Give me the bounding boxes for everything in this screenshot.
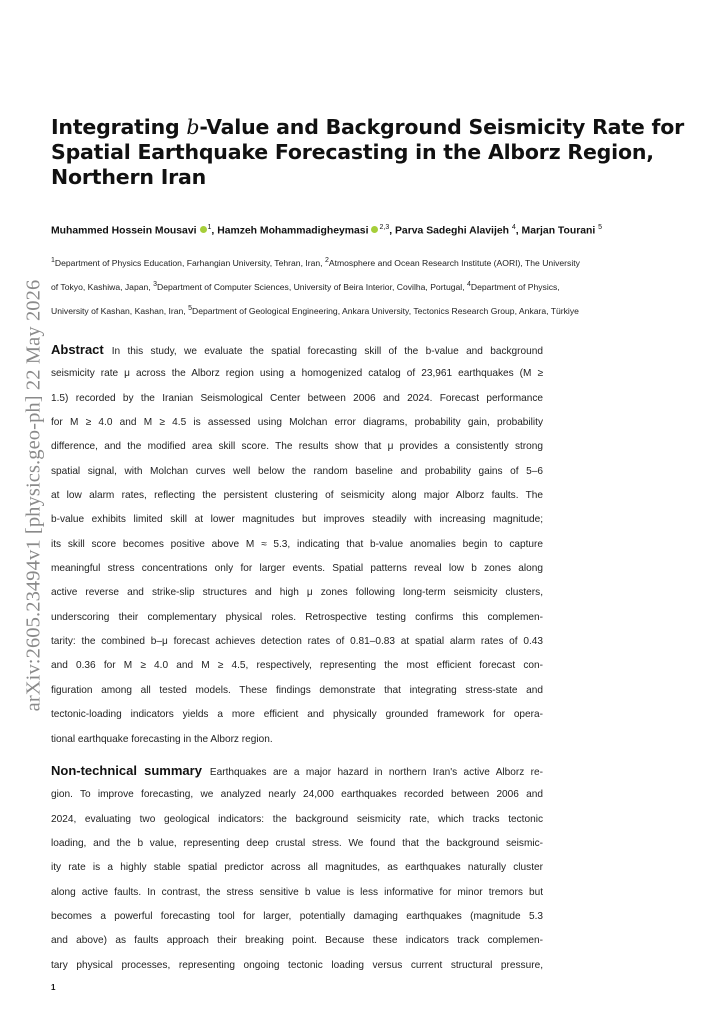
affiliation-line: $^1$Department of Physics Education, Farhangian University, Tehran, Iran, $^2$Atmosphere and Ocean Research Institute (AORI), The University: [51, 257, 580, 268]
abstract-line-with-heading: Abstract In this study, we evaluate the spatial forecasting skill of the b-value and background: [51, 342, 543, 357]
arxiv-identifier-stamp: [22, 245, 46, 745]
author-affiliation-mark: 1: [207, 224, 212, 231]
affiliation-line: University of Kashan, Kashan, Iran, $^5$Department of Geological Engineering, Ankara University, Tectonics Research Group, Ankara, Türkiye: [51, 304, 579, 316]
summary-line: becomes a powerful forecasting tool for larger, potentially damaging earthquakes (magnitude 5.3: [51, 911, 543, 923]
summary-line-with-heading: Non-technical summary Earthquakes are a major hazard in northern Iran's active Alborz re-: [51, 763, 543, 778]
summary-line: loading, and the b value, representing deep crustal stress. We found that the background seismic-: [51, 838, 543, 850]
abstract-line: and 0.36 for M ≥ 4.0 and M ≥ 4.5, respectively, representing the most efficient forecast con-: [51, 660, 543, 672]
abstract-section: [51, 338, 543, 752]
author-affiliation-mark: 4: [511, 224, 516, 231]
author-name: Parva Sadeghi Alavijeh: [395, 225, 509, 237]
abstract-line: figuration among all tested models. These findings demonstrate that integrating stress-state and: [51, 684, 543, 696]
abstract-line: at low alarm rates, reflecting the persistent clustering of seismicity along major Alborz faults. The: [51, 490, 543, 502]
nontechnical-summary-section: [51, 759, 543, 978]
title-line-1c: -Value and Background Seismicity Rate for: [199, 115, 685, 139]
abstract-line: spatial signal, with Molchan curves well below the random baseline and probability gains of 5–6: [51, 465, 543, 477]
summary-line: 2024, evaluating two geological indicators: the background seismicity rate, which tracks tectonic: [51, 813, 543, 825]
page-number: 1: [51, 983, 56, 992]
abstract-line: b-value exhibits limited skill at lower magnitudes but improves steadily with increasing magnitude;: [51, 514, 543, 526]
nontechnical-heading: Non-technical summary: [51, 763, 202, 778]
title-line-2: Spatial Earthquake Forecasting in the Alborz Region,: [51, 140, 654, 164]
author-affiliation-mark: 5: [598, 224, 603, 231]
affiliations: [51, 250, 691, 322]
abstract-heading: Abstract: [51, 342, 104, 357]
summary-line: along active faults. In contrast, the stress sensitive b value is less informative for minor tremors but: [51, 886, 543, 898]
title-line-3: Northern Iran: [51, 165, 207, 189]
abstract-line: meaningful stress concentrations only for larger events. Spatial patterns reveal low b zones along: [51, 563, 543, 575]
summary-line: tary physical processes, representing ongoing tectonic loading versus current structural pressure,: [51, 959, 543, 971]
orcid-icon[interactable]: [200, 226, 207, 233]
abstract-line: tectonic-loading indicators yields a more efficient and physically grounded framework for opera-: [51, 709, 543, 721]
author-list: Muhammed Hossein Mousavi $^1$, Hamzeh Mohammadigheymasi $^{2,3}$, Parva Sadeghi Alavijeh $^4$, Marjan Tourani $^5$: [51, 224, 603, 237]
abstract-line: tional earthquake forecasting in the Alborz region.: [51, 733, 273, 745]
title-line-1a: Integrating: [51, 115, 187, 139]
abstract-line: 1.5) recorded by the Iranian Seismological Center between 2006 and 2024. Forecast performance: [51, 392, 543, 404]
abstract-line: for M ≥ 4.0 and M ≥ 4.5 is assessed using Molchan error diagrams, probability gain, probability: [51, 417, 543, 429]
abstract-line: active reverse and strike-slip structures and high μ zones following long-term seismicity clusters,: [51, 587, 543, 599]
summary-line: gion. To improve forecasting, we analyzed nearly 24,000 earthquakes recorded between 2006 and: [51, 789, 543, 801]
summary-line: and above) as faults approach their breaking point. Because these indicators track complemen-: [51, 935, 543, 947]
summary-line: ity rate is a highly stable spatial predictor across all magnitudes, as earthquakes naturally cluster: [51, 862, 543, 874]
abstract-line: tarity: the combined b–μ forecast achieves detection rates of 0.81–0.83 at spatial alarm rates of 0.43: [51, 636, 543, 648]
author-name: Muhammed Hossein Mousavi: [51, 225, 197, 237]
affiliation-line: of Tokyo, Kashiwa, Japan, $^3$Department of Computer Sciences, University of Beira Interior, Covilha, Portugal, $^4$Department of Physics,: [51, 280, 560, 292]
arxiv-identifier: arXiv:2605.23494v1 [physics.geo-ph] 22 May 2026: [22, 279, 45, 711]
abstract-line: underscoring their complementary physical roles. Retrospective testing confirms this complemen-: [51, 611, 543, 623]
orcid-icon[interactable]: [371, 226, 378, 233]
abstract-line: difference, and the modified area skill score. The results show that μ provides a consistently strong: [51, 441, 543, 453]
author-name: Marjan Tourani: [521, 225, 596, 237]
abstract-line: seismicity rate μ across the Alborz region using a homogenized catalog of 23,961 earthquakes (M ≥: [51, 368, 543, 380]
paper-title: [51, 115, 691, 190]
author-affiliation-mark: 2,3: [379, 224, 390, 231]
abstract-line: its skill score becomes positive above M ≈ 5.3, indicating that b-value anomalies begin to capture: [51, 538, 543, 550]
author-name: Hamzeh Mohammadigheymasi: [217, 225, 369, 237]
title-b-symbol: b: [186, 115, 200, 139]
